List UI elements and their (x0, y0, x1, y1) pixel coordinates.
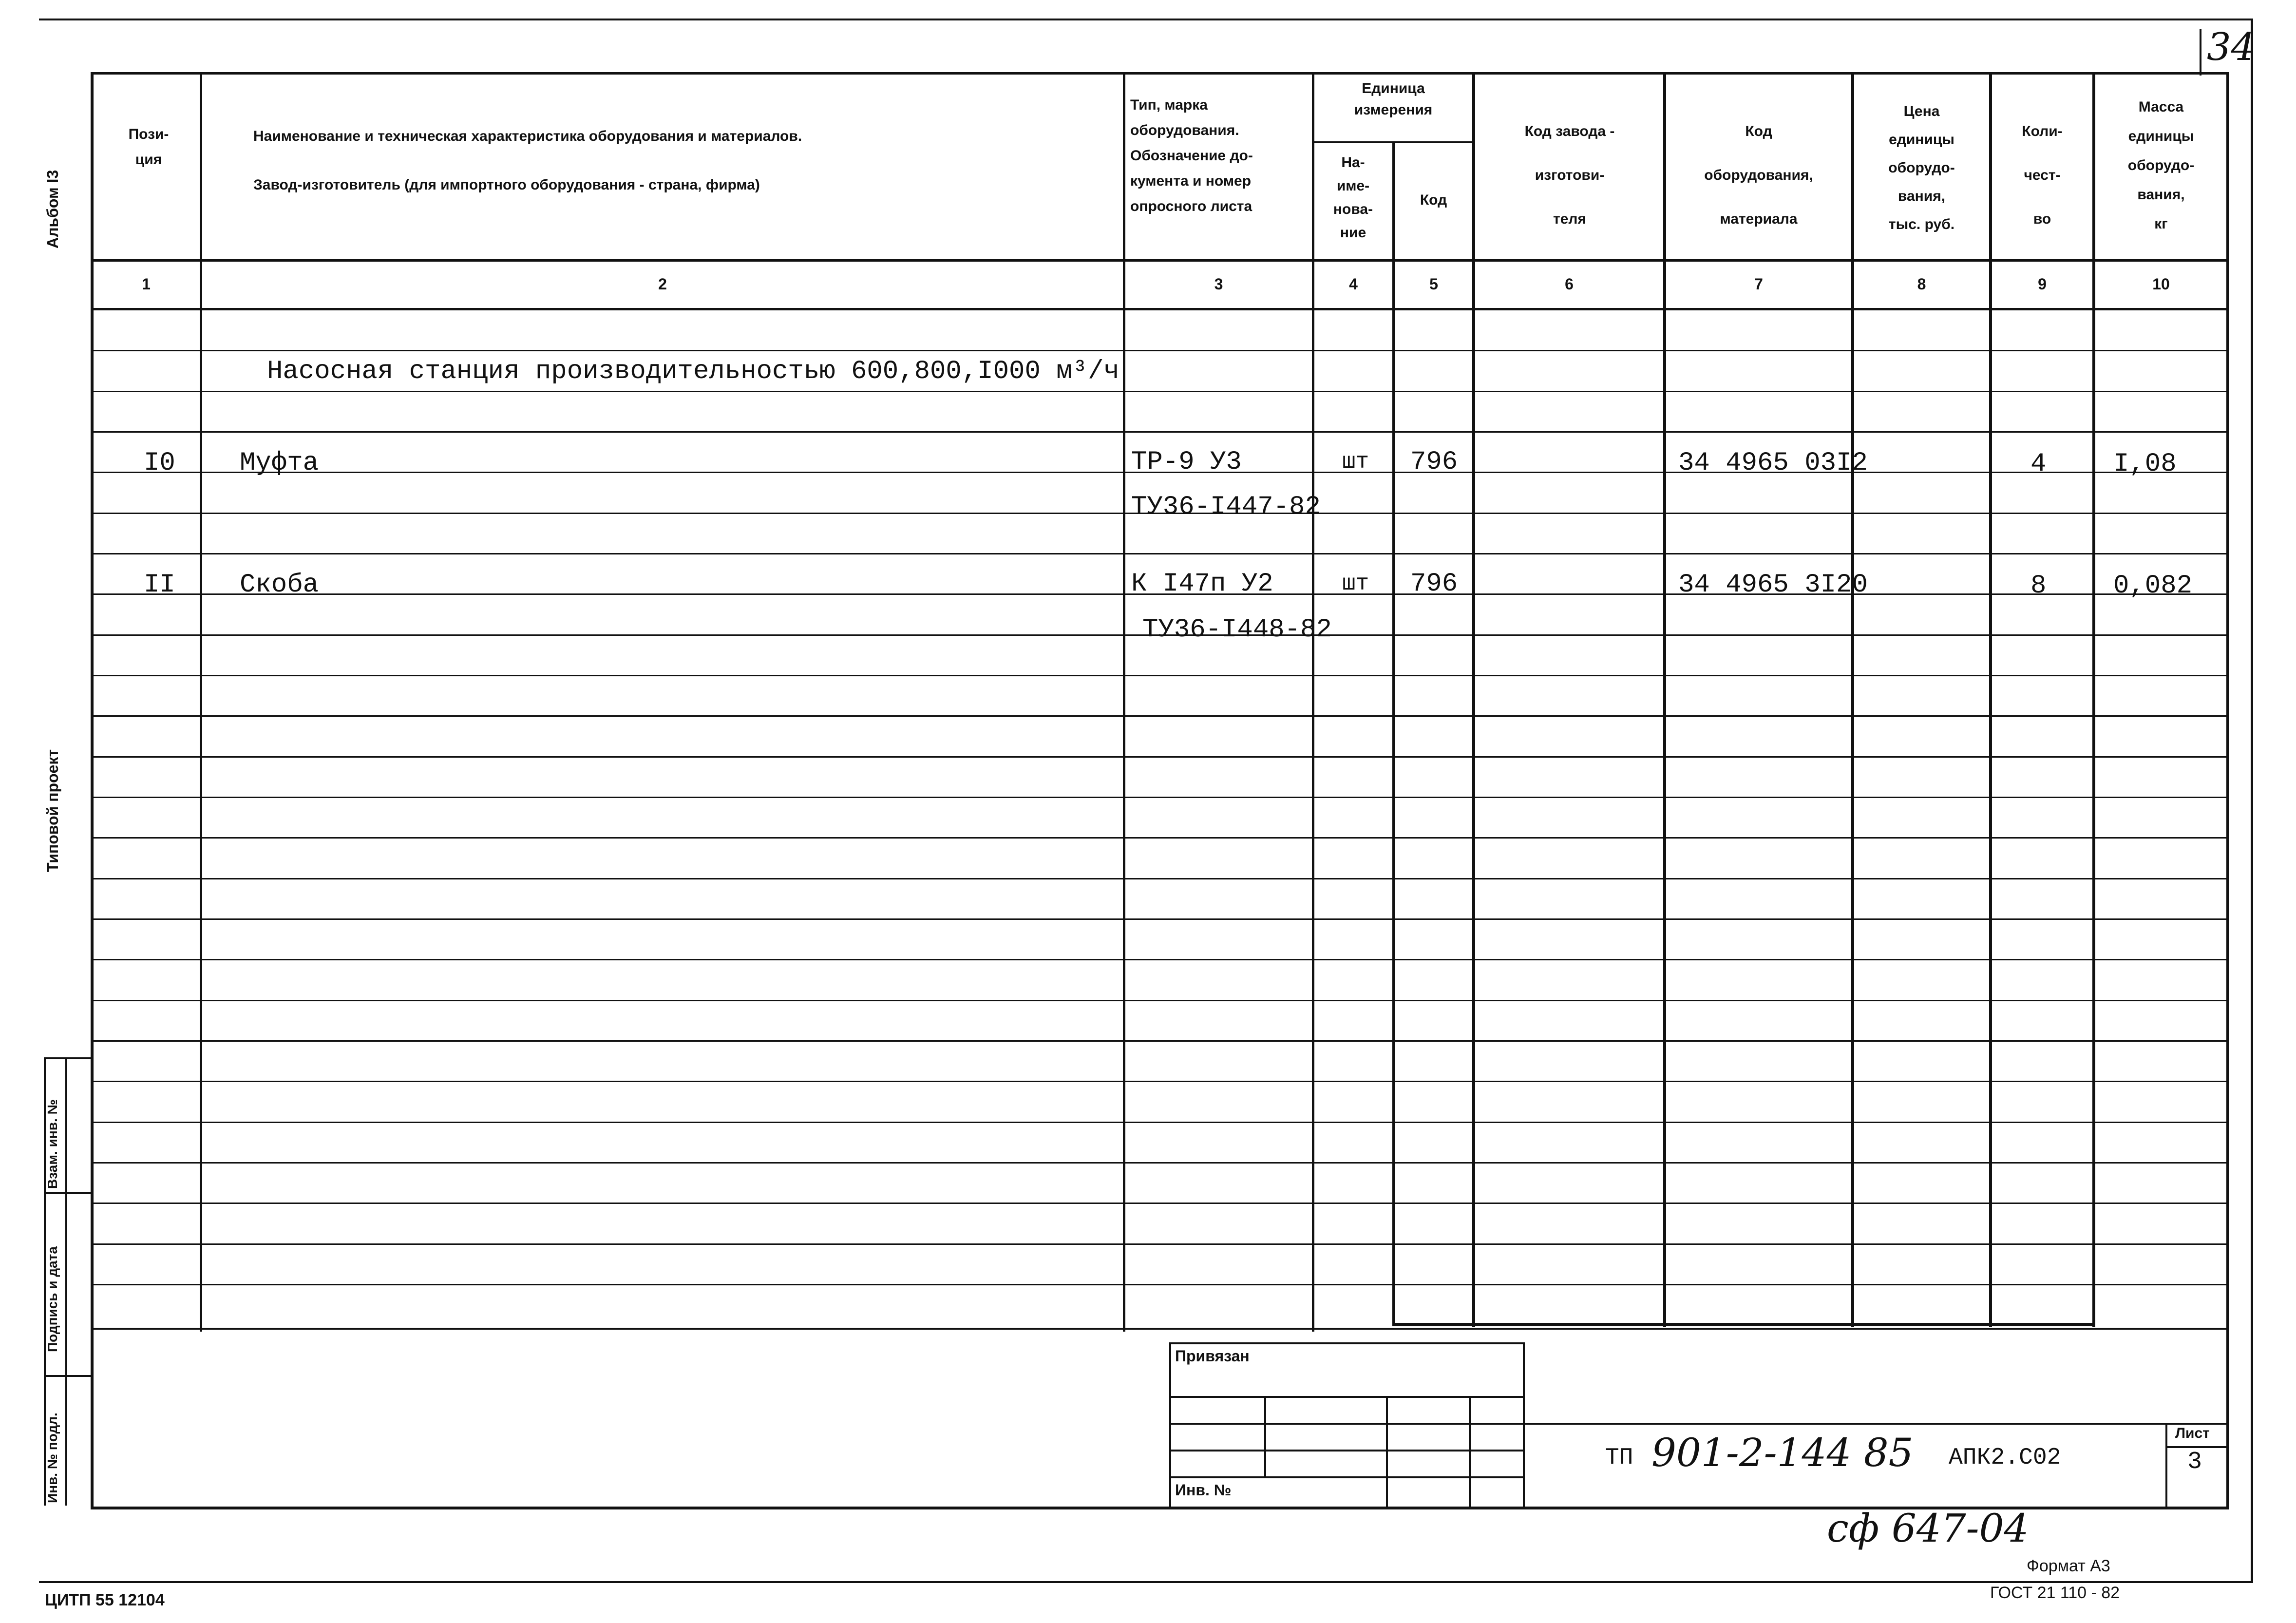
colnum-bottom (91, 308, 2229, 310)
header-type: Тип, марка оборудования. Обозначение до- кумента и номер опросного листа (1130, 97, 1253, 214)
row-grid-line (91, 391, 2229, 392)
section-title: Насосная станция производительностью 600,800,I000 м³/ч (267, 357, 1120, 386)
row-grid-line (91, 837, 2229, 839)
row-2-name: Скоба (240, 570, 319, 600)
sheet-number-handwritten: 34 (2207, 25, 2256, 69)
gost-label: ГОСТ 21 110 - 82 (1990, 1584, 2120, 1602)
handwritten-note: сф 647-04 (1827, 1506, 2029, 1551)
col-sep-1 (200, 72, 202, 1332)
row-grid-line (91, 756, 2229, 758)
row-grid-line (91, 959, 2229, 960)
sheet-number: 3 (2187, 1448, 2202, 1476)
row-1-mass: I,08 (2113, 449, 2177, 479)
sheet-box-left (2200, 29, 2201, 76)
row-2-type: К I47п У2 (1131, 569, 1273, 599)
header-unit-name: На- име- нова- ние (1333, 154, 1373, 241)
col-sep-4 (1392, 142, 1395, 1326)
row-2-equipment-code: 34 4965 3I20 (1678, 570, 1868, 600)
bound-box-row-1 (1169, 1396, 1525, 1398)
header-unit-group: Единица измерения (1354, 80, 1433, 118)
inv-label: Инв. № (1175, 1481, 1232, 1499)
project-prefix: ТП (1605, 1445, 1633, 1471)
row-grid-line (91, 1040, 2229, 1042)
side-label-project: Типовой проект (44, 749, 61, 872)
header-quantity: Коли- чест- во (2022, 123, 2063, 227)
row-2-mass: 0,082 (2113, 571, 2193, 601)
column-number-4: 4 (1349, 275, 1358, 293)
printer-label: ЦИТП 55 12104 (45, 1591, 165, 1609)
header-mass: Масса единицы оборудо- вания, кг (2127, 99, 2195, 232)
format-label: Формат А3 (2027, 1557, 2110, 1575)
row-grid-line (91, 1243, 2229, 1245)
side-stamp-top (44, 1057, 93, 1059)
row-2-doc: ТУ36-I448-82 (1142, 615, 1332, 645)
column-number-1: 1 (142, 275, 151, 293)
side-stamp-div-1 (44, 1192, 93, 1194)
header-price: Цена единицы оборудо- вания, тыс. руб. (1888, 103, 1955, 232)
sheet-label: Лист (2175, 1425, 2210, 1441)
row-grid-line (91, 797, 2229, 798)
col-sep-3 (1312, 72, 1314, 1332)
row-2-unit: шт (1342, 571, 1369, 596)
frame-top (91, 72, 2229, 75)
header-position: Пози- ция (128, 126, 169, 168)
side-label-inv-original: Инв. № подл. (45, 1413, 60, 1503)
row-grid-line (91, 1162, 2229, 1164)
body-bottom-thick (1392, 1323, 2095, 1326)
row-grid-line (91, 1122, 2229, 1123)
bound-box-right (1523, 1342, 1525, 1508)
bound-box-row-3 (1169, 1450, 1525, 1451)
side-stamp-div-2 (44, 1375, 93, 1377)
row-2-position: II (144, 570, 175, 600)
bound-box-top (1169, 1342, 1525, 1344)
header-unit-code: Код (1420, 192, 1447, 208)
row-grid-line (91, 1284, 2229, 1285)
col-sep-8 (1989, 72, 1992, 1327)
column-number-8: 8 (1917, 275, 1926, 293)
header-equipment-code: Код оборудования, материала (1704, 123, 1813, 227)
side-label-signature-date: Подпись и дата (45, 1246, 60, 1352)
column-number-10: 10 (2152, 275, 2170, 293)
header-bottom (91, 259, 2229, 262)
row-1-doc: ТУ36-I447-82 (1131, 492, 1321, 522)
side-label-album: Альбом I3 (44, 170, 61, 248)
bound-label: Привязан (1175, 1347, 1250, 1365)
doc-code: АПК2.С02 (1949, 1445, 2061, 1471)
row-grid-line (91, 431, 2229, 433)
row-2-unit-code: 796 (1410, 569, 1458, 599)
row-grid-line (91, 553, 2229, 554)
outer-bottom (39, 1581, 2253, 1583)
sheet-box-left-line (2165, 1423, 2167, 1508)
bound-box-col-1 (1264, 1396, 1266, 1476)
row-grid-line (91, 675, 2229, 676)
outer-right (2251, 19, 2253, 1583)
bound-box-col-3 (1469, 1396, 1471, 1508)
column-number-7: 7 (1754, 275, 1763, 293)
side-label-inv-substitute: Взам. инв. № (45, 1099, 60, 1189)
col-sep-6 (1663, 72, 1666, 1327)
bound-box-row-4 (1169, 1476, 1525, 1478)
row-1-type: ТР-9 У3 (1131, 447, 1242, 477)
row-1-quantity: 4 (2030, 449, 2047, 479)
row-grid-line (91, 1081, 2229, 1082)
bound-box-left (1169, 1342, 1171, 1508)
row-1-equipment-code: 34 4965 03I2 (1678, 448, 1868, 478)
col-sep-2 (1123, 72, 1125, 1332)
header-maker-code: Код завода - изготови- теля (1524, 123, 1615, 227)
col-sep-7 (1851, 72, 1854, 1327)
col-bottom (91, 1328, 2229, 1330)
bound-box-col-2 (1386, 1396, 1388, 1508)
row-1-unit-code: 796 (1410, 447, 1458, 477)
column-number-6: 6 (1565, 275, 1574, 293)
col-sep-5 (1472, 72, 1475, 1327)
col-sep-9 (2092, 72, 2095, 1327)
side-stamp-mid (65, 1057, 67, 1506)
row-1-position: I0 (144, 448, 175, 478)
title-block-top (1525, 1423, 2226, 1425)
column-number-2: 2 (658, 275, 667, 293)
row-1-unit: шт (1342, 449, 1369, 475)
header-name: Наименование и техническая характеристика оборудования и материалов. Завод-изготовитель (для импортного оборудования - страна, фирма) (253, 128, 802, 193)
row-2-quantity: 8 (2030, 571, 2047, 601)
bound-box-row-2 (1169, 1423, 1525, 1425)
row-1-name: Муфта (240, 448, 319, 478)
row-grid-line (91, 1000, 2229, 1001)
row-grid-line (91, 1203, 2229, 1204)
column-number-5: 5 (1429, 275, 1438, 293)
row-grid-line (91, 350, 2229, 351)
column-number-3: 3 (1214, 275, 1223, 293)
project-number-handwritten: 901-2-144 85 (1651, 1430, 1914, 1475)
column-number-9: 9 (2038, 275, 2047, 293)
top-border (39, 19, 2251, 20)
row-grid-line (91, 918, 2229, 920)
row-grid-line (91, 878, 2229, 879)
row-grid-line (91, 715, 2229, 717)
